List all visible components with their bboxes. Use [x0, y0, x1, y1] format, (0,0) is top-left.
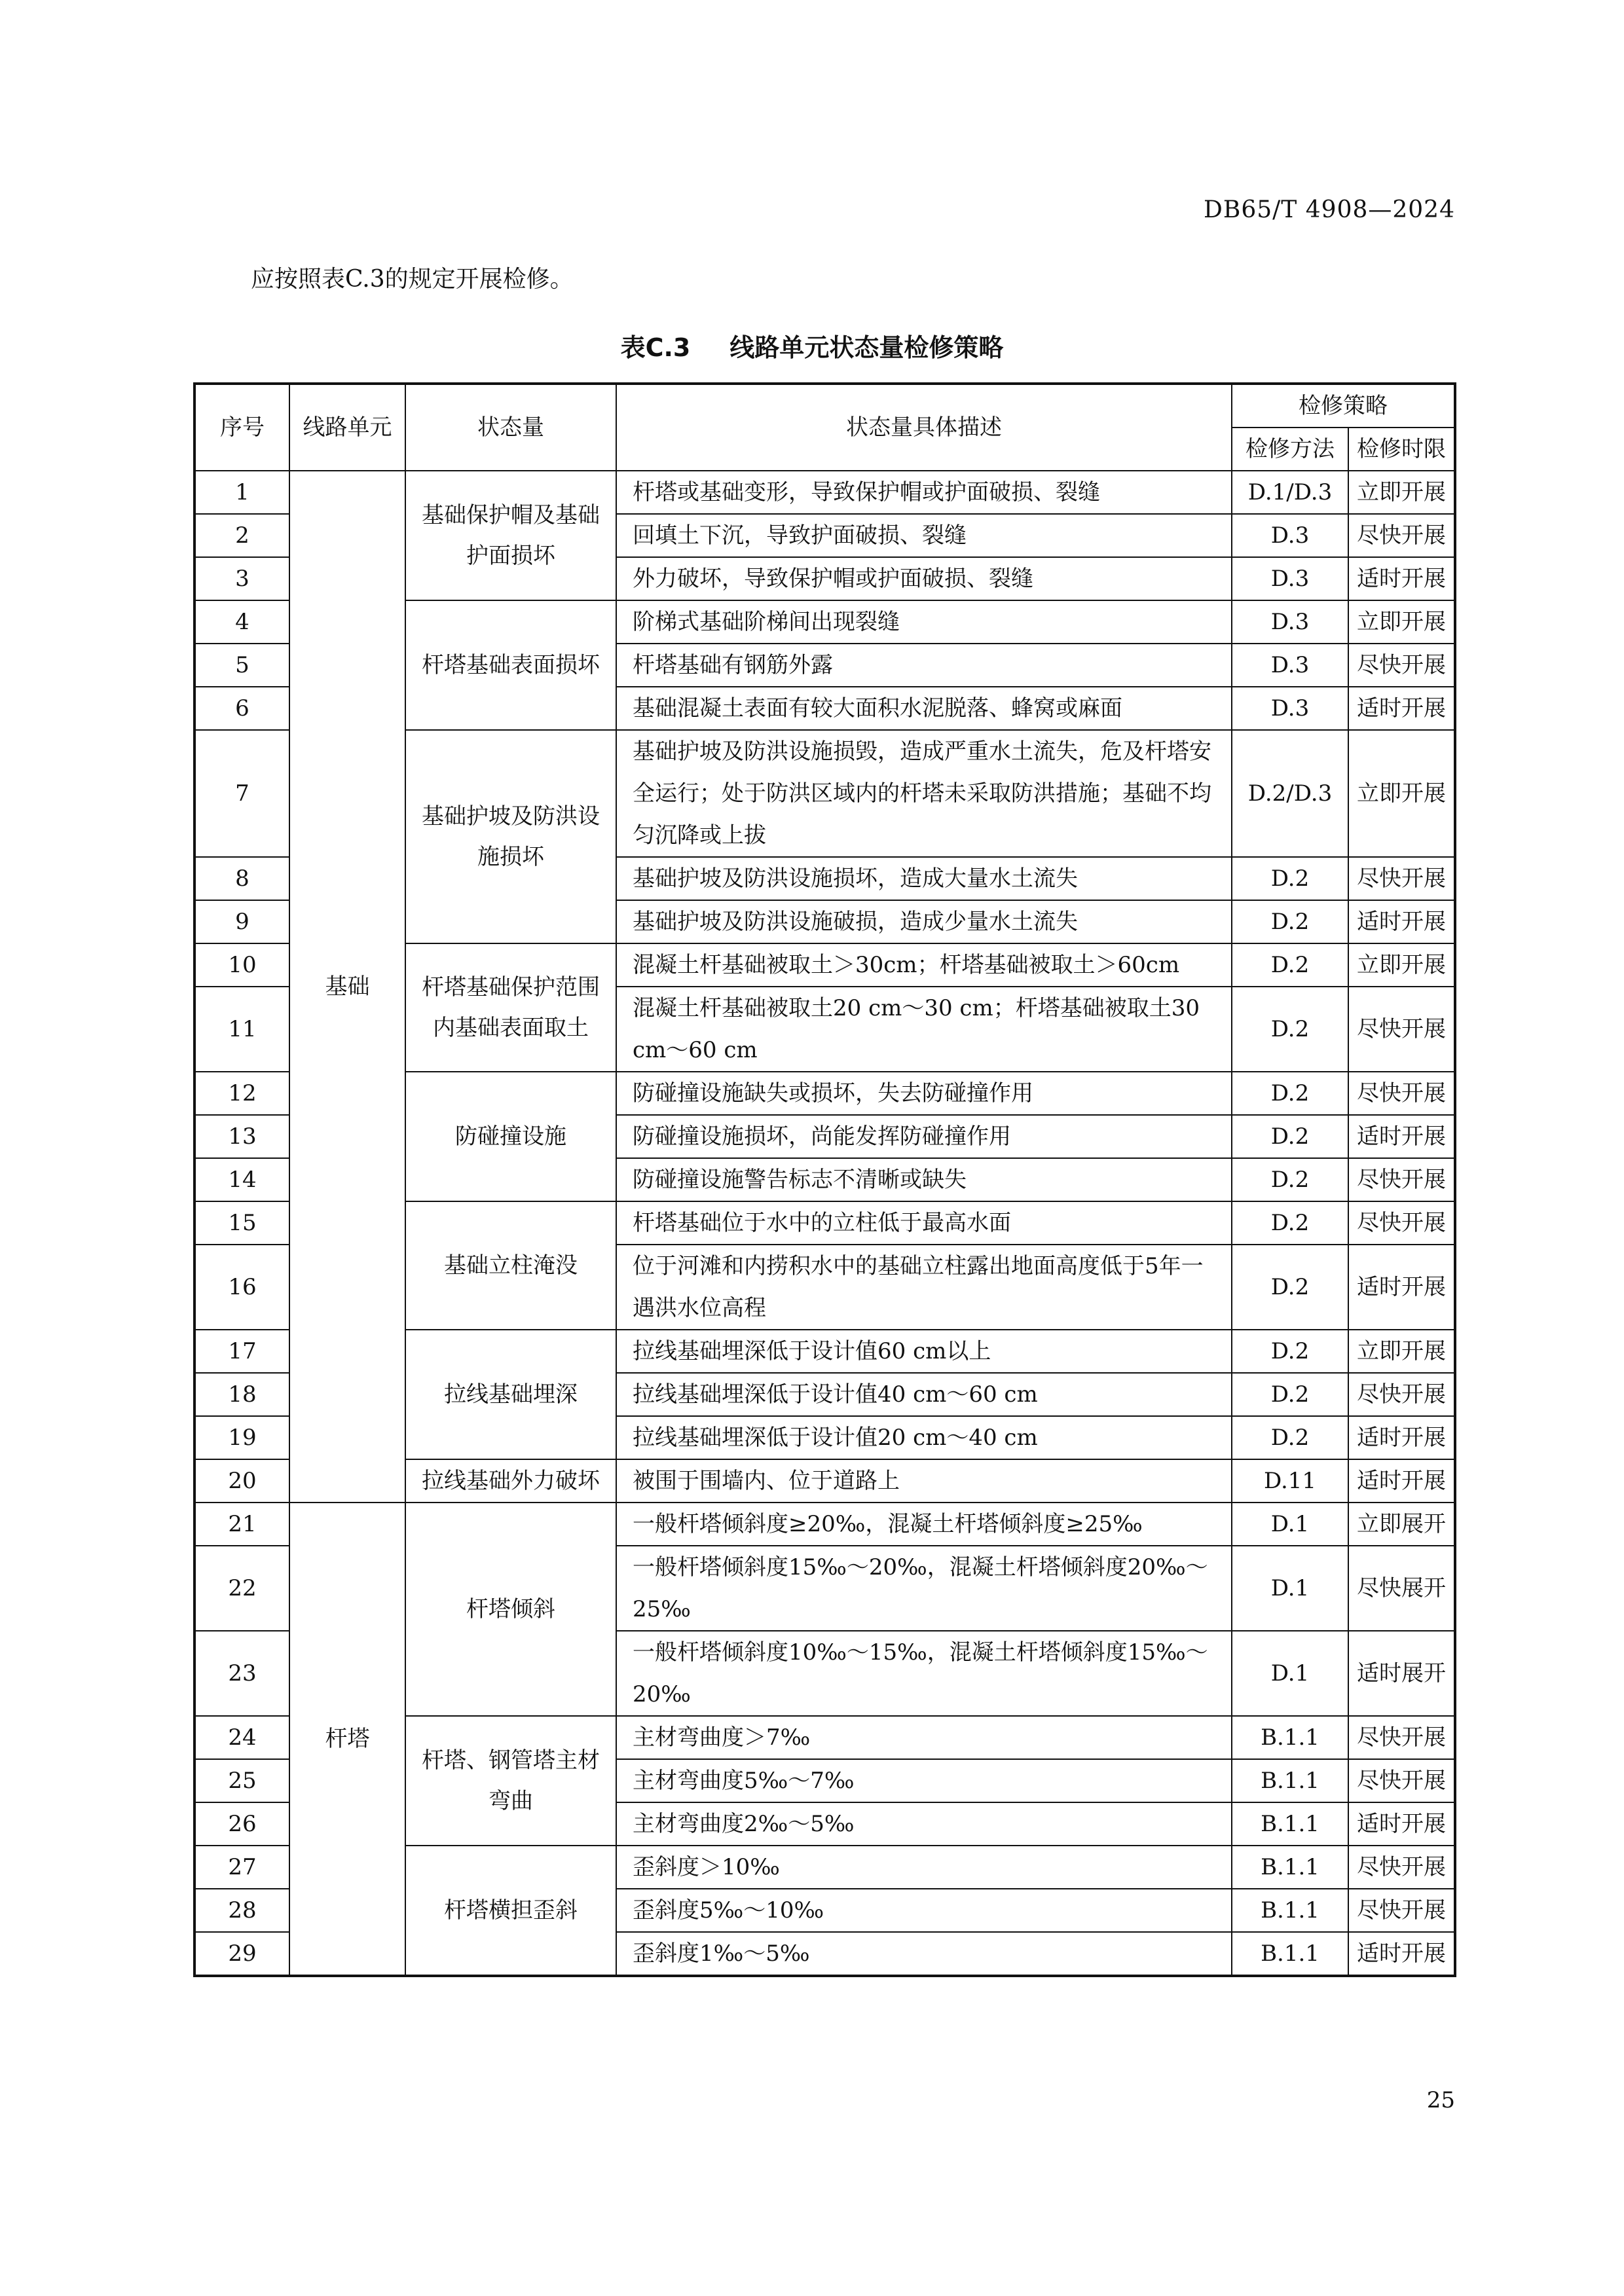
time-cell: 尽快开展: [1348, 1158, 1455, 1201]
time-cell: 尽快开展: [1348, 1716, 1455, 1759]
time-cell: 尽快开展: [1348, 857, 1455, 900]
method-cell: D.2: [1232, 1373, 1348, 1416]
seq-cell: 17: [194, 1330, 289, 1373]
seq-cell: 5: [194, 644, 289, 687]
time-cell: 适时展开: [1348, 1631, 1455, 1716]
desc-cell: 混凝土杆基础被取土20 cm～30 cm；杆塔基础被取土30 cm～60 cm: [616, 987, 1232, 1072]
desc-cell: 混凝土杆基础被取土＞30cm；杆塔基础被取土＞60cm: [616, 943, 1232, 987]
method-cell: D.2: [1232, 1115, 1348, 1158]
state-cell: 拉线基础外力破坏: [405, 1459, 616, 1503]
time-cell: 立即开展: [1348, 471, 1455, 514]
seq-cell: 19: [194, 1416, 289, 1459]
seq-cell: 27: [194, 1846, 289, 1889]
time-cell: 适时开展: [1348, 1115, 1455, 1158]
header-time: 检修时限: [1348, 428, 1455, 471]
seq-cell: 20: [194, 1459, 289, 1503]
state-cell: 杆塔横担歪斜: [405, 1846, 616, 1976]
desc-cell: 拉线基础埋深低于设计值20 cm～40 cm: [616, 1416, 1232, 1459]
time-cell: 尽快开展: [1348, 514, 1455, 557]
method-cell: D.2: [1232, 1072, 1348, 1115]
seq-cell: 1: [194, 471, 289, 514]
desc-cell: 基础护坡及防洪设施损毁，造成严重水土流失，危及杆塔安全运行；处于防洪区域内的杆塔未采取防洪措施；基础不均匀沉降或上拔: [616, 730, 1232, 857]
desc-cell: 被围于围墙内、位于道路上: [616, 1459, 1232, 1503]
table-caption: [0, 327, 1624, 363]
seq-cell: 14: [194, 1158, 289, 1201]
method-cell: B.1.1: [1232, 1802, 1348, 1846]
desc-cell: 防碰撞设施警告标志不清晰或缺失: [616, 1158, 1232, 1201]
header-unit: 线路单元: [289, 384, 405, 471]
time-cell: 尽快开展: [1348, 987, 1455, 1072]
method-cell: D.2: [1232, 1158, 1348, 1201]
seq-cell: 28: [194, 1889, 289, 1932]
time-cell: 尽快开展: [1348, 1759, 1455, 1802]
header-state: 状态量: [405, 384, 616, 471]
time-cell: 立即开展: [1348, 730, 1455, 857]
state-cell: 杆塔倾斜: [405, 1503, 616, 1716]
time-cell: 适时开展: [1348, 1245, 1455, 1330]
method-cell: B.1.1: [1232, 1846, 1348, 1889]
method-cell: D.2: [1232, 1201, 1348, 1245]
time-cell: 尽快开展: [1348, 1072, 1455, 1115]
header-desc: 状态量具体描述: [616, 384, 1232, 471]
state-cell: 基础保护帽及基础护面损坏: [405, 471, 616, 600]
method-cell: B.1.1: [1232, 1759, 1348, 1802]
caption-title: 线路单元状态量检修策略: [729, 333, 1004, 362]
intro-text: 应按照表C.3的规定开展检修。: [251, 266, 574, 293]
state-cell: 拉线基础埋深: [405, 1330, 616, 1459]
method-cell: B.1.1: [1232, 1716, 1348, 1759]
time-cell: 立即开展: [1348, 943, 1455, 987]
desc-cell: 一般杆塔倾斜度10‰～15‰，混凝土杆塔倾斜度15‰～20‰: [616, 1631, 1232, 1716]
seq-cell: 25: [194, 1759, 289, 1802]
desc-cell: 拉线基础埋深低于设计值60 cm以上: [616, 1330, 1232, 1373]
state-cell: 杆塔基础保护范围内基础表面取土: [405, 943, 616, 1072]
header-seq: 序号: [194, 384, 289, 471]
caption-number: 表C.3: [620, 333, 691, 362]
method-cell: D.2: [1232, 1330, 1348, 1373]
seq-cell: 9: [194, 900, 289, 943]
time-cell: 立即开展: [1348, 600, 1455, 644]
desc-cell: 主材弯曲度5‰～7‰: [616, 1759, 1232, 1802]
method-cell: D.3: [1232, 644, 1348, 687]
time-cell: 适时开展: [1348, 687, 1455, 730]
time-cell: 适时开展: [1348, 1802, 1455, 1846]
seq-cell: 29: [194, 1932, 289, 1976]
state-cell: 杆塔、钢管塔主材弯曲: [405, 1716, 616, 1846]
method-cell: D.3: [1232, 600, 1348, 644]
desc-cell: 一般杆塔倾斜度≥20‰，混凝土杆塔倾斜度≥25‰: [616, 1503, 1232, 1546]
seq-cell: 13: [194, 1115, 289, 1158]
doc-code: DB65/T 4908—2024: [1204, 196, 1455, 223]
time-cell: 立即开展: [1348, 1330, 1455, 1373]
seq-cell: 7: [194, 730, 289, 857]
seq-cell: 23: [194, 1631, 289, 1716]
desc-cell: 杆塔或基础变形，导致保护帽或护面破损、裂缝: [616, 471, 1232, 514]
seq-cell: 18: [194, 1373, 289, 1416]
method-cell: D.3: [1232, 514, 1348, 557]
time-cell: 尽快开展: [1348, 1201, 1455, 1245]
table-row: [194, 1503, 1455, 1546]
seq-cell: 3: [194, 557, 289, 600]
seq-cell: 15: [194, 1201, 289, 1245]
page-number: 25: [1426, 2087, 1455, 2113]
method-cell: D.2: [1232, 987, 1348, 1072]
method-cell: D.2: [1232, 1245, 1348, 1330]
seq-cell: 11: [194, 987, 289, 1072]
state-cell: 基础护坡及防洪设施损坏: [405, 730, 616, 943]
state-cell: 防碰撞设施: [405, 1072, 616, 1201]
method-cell: D.3: [1232, 557, 1348, 600]
desc-cell: 防碰撞设施缺失或损坏，失去防碰撞作用: [616, 1072, 1232, 1115]
time-cell: 适时开展: [1348, 900, 1455, 943]
desc-cell: 歪斜度＞10‰: [616, 1846, 1232, 1889]
time-cell: 适时开展: [1348, 1416, 1455, 1459]
time-cell: 适时开展: [1348, 1459, 1455, 1503]
desc-cell: 拉线基础埋深低于设计值40 cm～60 cm: [616, 1373, 1232, 1416]
seq-cell: 21: [194, 1503, 289, 1546]
desc-cell: 基础护坡及防洪设施损坏，造成大量水土流失: [616, 857, 1232, 900]
time-cell: 尽快开展: [1348, 1889, 1455, 1932]
state-cell: 基础立柱淹没: [405, 1201, 616, 1330]
time-cell: 适时开展: [1348, 1932, 1455, 1976]
method-cell: D.2/D.3: [1232, 730, 1348, 857]
desc-cell: 歪斜度1‰～5‰: [616, 1932, 1232, 1976]
time-cell: 尽快开展: [1348, 1846, 1455, 1889]
method-cell: D.1/D.3: [1232, 471, 1348, 514]
method-cell: D.1: [1232, 1631, 1348, 1716]
method-cell: B.1.1: [1232, 1889, 1348, 1932]
desc-cell: 一般杆塔倾斜度15‰～20‰，混凝土杆塔倾斜度20‰～25‰: [616, 1546, 1232, 1631]
time-cell: 尽快开展: [1348, 1373, 1455, 1416]
seq-cell: 16: [194, 1245, 289, 1330]
seq-cell: 22: [194, 1546, 289, 1631]
desc-cell: 基础护坡及防洪设施破损，造成少量水土流失: [616, 900, 1232, 943]
desc-cell: 位于河滩和内捞积水中的基础立柱露出地面高度低于5年一遇洪水位高程: [616, 1245, 1232, 1330]
unit-cell: 基础: [289, 471, 405, 1503]
method-cell: D.1: [1232, 1503, 1348, 1546]
method-cell: D.2: [1232, 1416, 1348, 1459]
state-cell: 杆塔基础表面损坏: [405, 600, 616, 730]
desc-cell: 歪斜度5‰～10‰: [616, 1889, 1232, 1932]
seq-cell: 6: [194, 687, 289, 730]
time-cell: 尽快开展: [1348, 644, 1455, 687]
unit-cell: 杆塔: [289, 1503, 405, 1976]
time-cell: 适时开展: [1348, 557, 1455, 600]
desc-cell: 阶梯式基础阶梯间出现裂缝: [616, 600, 1232, 644]
method-cell: D.1: [1232, 1546, 1348, 1631]
desc-cell: 外力破坏，导致保护帽或护面破损、裂缝: [616, 557, 1232, 600]
header-strategy: 检修策略: [1232, 384, 1455, 428]
table-row: [194, 471, 1455, 514]
header-method: 检修方法: [1232, 428, 1348, 471]
desc-cell: 防碰撞设施损坏，尚能发挥防碰撞作用: [616, 1115, 1232, 1158]
desc-cell: 杆塔基础位于水中的立柱低于最高水面: [616, 1201, 1232, 1245]
time-cell: 立即展开: [1348, 1503, 1455, 1546]
seq-cell: 2: [194, 514, 289, 557]
desc-cell: 主材弯曲度2‰～5‰: [616, 1802, 1232, 1846]
seq-cell: 4: [194, 600, 289, 644]
method-cell: D.11: [1232, 1459, 1348, 1503]
method-cell: D.2: [1232, 900, 1348, 943]
time-cell: 尽快展开: [1348, 1546, 1455, 1631]
seq-cell: 10: [194, 943, 289, 987]
seq-cell: 26: [194, 1802, 289, 1846]
desc-cell: 主材弯曲度＞7‰: [616, 1716, 1232, 1759]
seq-cell: 12: [194, 1072, 289, 1115]
desc-cell: 回填土下沉，导致护面破损、裂缝: [616, 514, 1232, 557]
desc-cell: 基础混凝土表面有较大面积水泥脱落、蜂窝或麻面: [616, 687, 1232, 730]
method-cell: D.2: [1232, 857, 1348, 900]
table-header-row: [194, 384, 1455, 428]
method-cell: D.3: [1232, 687, 1348, 730]
desc-cell: 杆塔基础有钢筋外露: [616, 644, 1232, 687]
method-cell: D.2: [1232, 943, 1348, 987]
seq-cell: 8: [194, 857, 289, 900]
strategy-table: [193, 382, 1456, 1977]
seq-cell: 24: [194, 1716, 289, 1759]
method-cell: B.1.1: [1232, 1932, 1348, 1976]
